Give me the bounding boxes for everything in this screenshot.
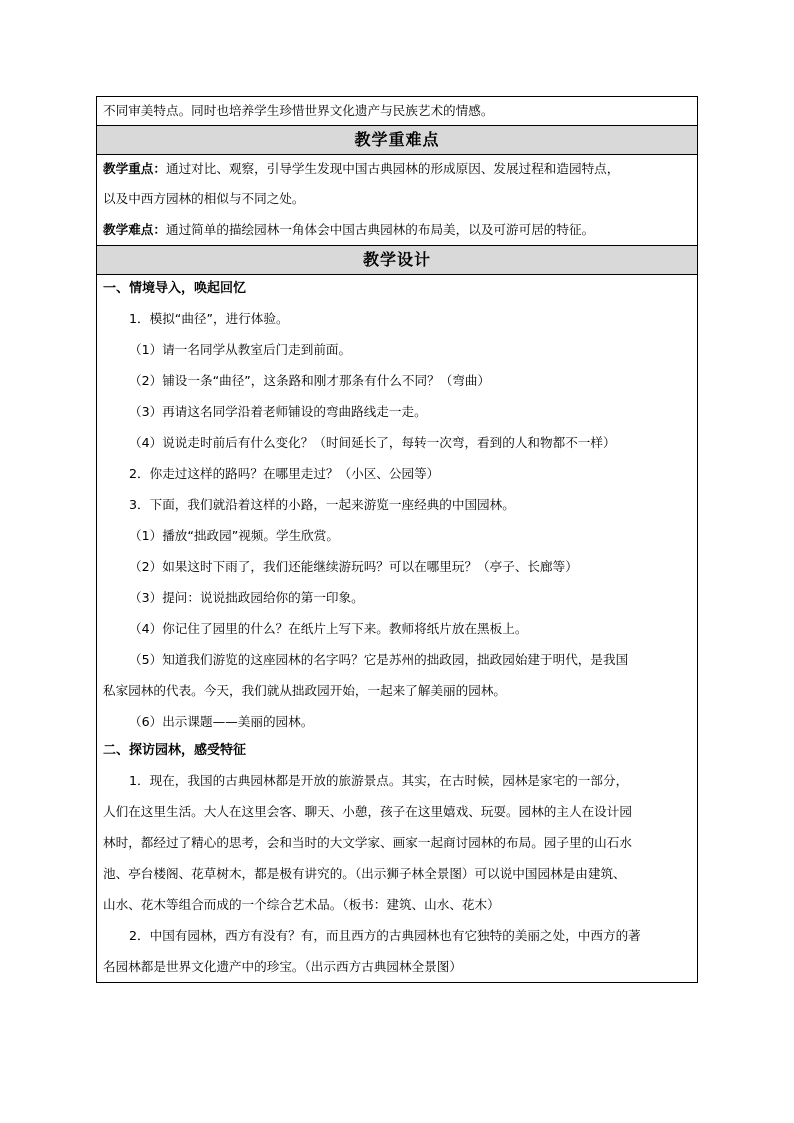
part1-line: （4）说说走时前后有什么变化？（时间延长了，每转一次弯，看到的人和物都不一样） xyxy=(129,435,616,450)
part2-p1-line: 山水、花木等组合而成的一个综合艺术品。（板书：建筑、山水、花木） xyxy=(103,897,500,912)
focus-text: 通过对比、观察，引导学生发现中国古典园林的形成原因、发展过程和造园特点， xyxy=(165,161,620,176)
design-header-row xyxy=(97,246,698,275)
key-points-title: 教学重难点 xyxy=(97,126,698,155)
focus-line-2: 以及中西方园林的相似与不同之处。 xyxy=(103,191,305,206)
part1-line: （5）知道我们游览的这座园林的名字吗？它是苏州的拙政园，拙政园始建于明代，是我国 xyxy=(129,652,629,667)
part1-heading: 一、情境导入，唤起回忆 xyxy=(103,281,247,296)
part1-line: 1．模拟“曲径”，进行体验。 xyxy=(129,311,289,326)
design-cell xyxy=(97,275,698,983)
part1-line: （2）铺设一条“曲径”，这条路和刚才那条有什么不同？（弯曲） xyxy=(129,373,491,388)
key-points-row xyxy=(97,155,698,246)
lesson-plan-table xyxy=(96,96,698,983)
part1-cont-line: 私家园林的代表。今天，我们就从拙政园开始，一起来了解美丽的园林。 xyxy=(103,683,506,698)
part1-line: 2．你走过这样的路吗？在哪里走过？（小区、公园等） xyxy=(129,466,440,481)
part2-p2-line: 名园林都是世界文化遗产中的珍宝。（出示西方古典园林全景图） xyxy=(103,959,462,974)
part1-lines xyxy=(103,303,691,737)
part1-line: 3．下面，我们就沿着这样的小路，一起来游览一座经典的中国园林。 xyxy=(129,497,515,512)
part2-p1-line: 林时，都经过了精心的思考，会和当时的大文学家、画家一起商讨园林的布局。园子里的山石水 xyxy=(103,835,632,850)
key-points-cell xyxy=(97,155,698,246)
intro-text: 不同审美特点。同时也培养学生珍惜世界文化遗产与民族艺术的情感。 xyxy=(103,103,494,118)
difficulty-line xyxy=(103,214,691,245)
difficulty-text: 通过简单的描绘园林一角体会中国古典园林的布局美，以及可游可居的特征。 xyxy=(165,222,595,237)
difficulty-label: 教学难点： xyxy=(103,222,166,237)
part1-last-line: （6）出示课题——美丽的园林。 xyxy=(129,714,314,729)
part2-p1-first: 1．现在，我国的古典园林都是开放的旅游景点。其实，在古时候，园林是家宅的一部分， xyxy=(129,773,629,788)
key-points-header-row xyxy=(97,126,698,155)
part1-line: （1）播放“拙政园”视频。学生欣赏。 xyxy=(129,528,339,543)
part1-line: （3）提问：说说拙政园给你的第一印象。 xyxy=(129,590,364,605)
design-title: 教学设计 xyxy=(97,246,698,275)
part1-line: （2）如果这时下雨了，我们还能继续游玩吗？可以在哪里玩？（亭子、长廊等） xyxy=(129,559,578,574)
intro-row xyxy=(97,97,698,126)
part1-line: （4）你记住了园里的什么？在纸片上写下来。教师将纸片放在黑板上。 xyxy=(129,621,528,636)
part1-line: （3）再请这名同学沿着老师铺设的弯曲路线走一走。 xyxy=(129,404,427,419)
focus-line xyxy=(103,155,691,183)
part1-line: （1）请一名同学从教室后门走到前面。 xyxy=(129,342,352,357)
part2-p1-line: 人们在这里生活。大人在这里会客、聊天、小憩，孩子在这里嬉戏、玩耍。园林的主人在设计园 xyxy=(103,804,632,819)
focus-label: 教学重点： xyxy=(103,161,166,176)
part2-heading: 二、探访园林，感受特征 xyxy=(103,743,247,758)
part2-p2-first: 2．中国有园林，西方有没有？有，而且西方的古典园林也有它独特的美丽之处，中西方的著 xyxy=(129,928,641,943)
part2-p1-line: 池、亭台楼阁、花草树木，都是极有讲究的。（出示狮子林全景图）可以说中国园林是由建筑、 xyxy=(103,866,626,881)
design-row xyxy=(97,275,698,983)
intro-cell xyxy=(97,97,698,126)
